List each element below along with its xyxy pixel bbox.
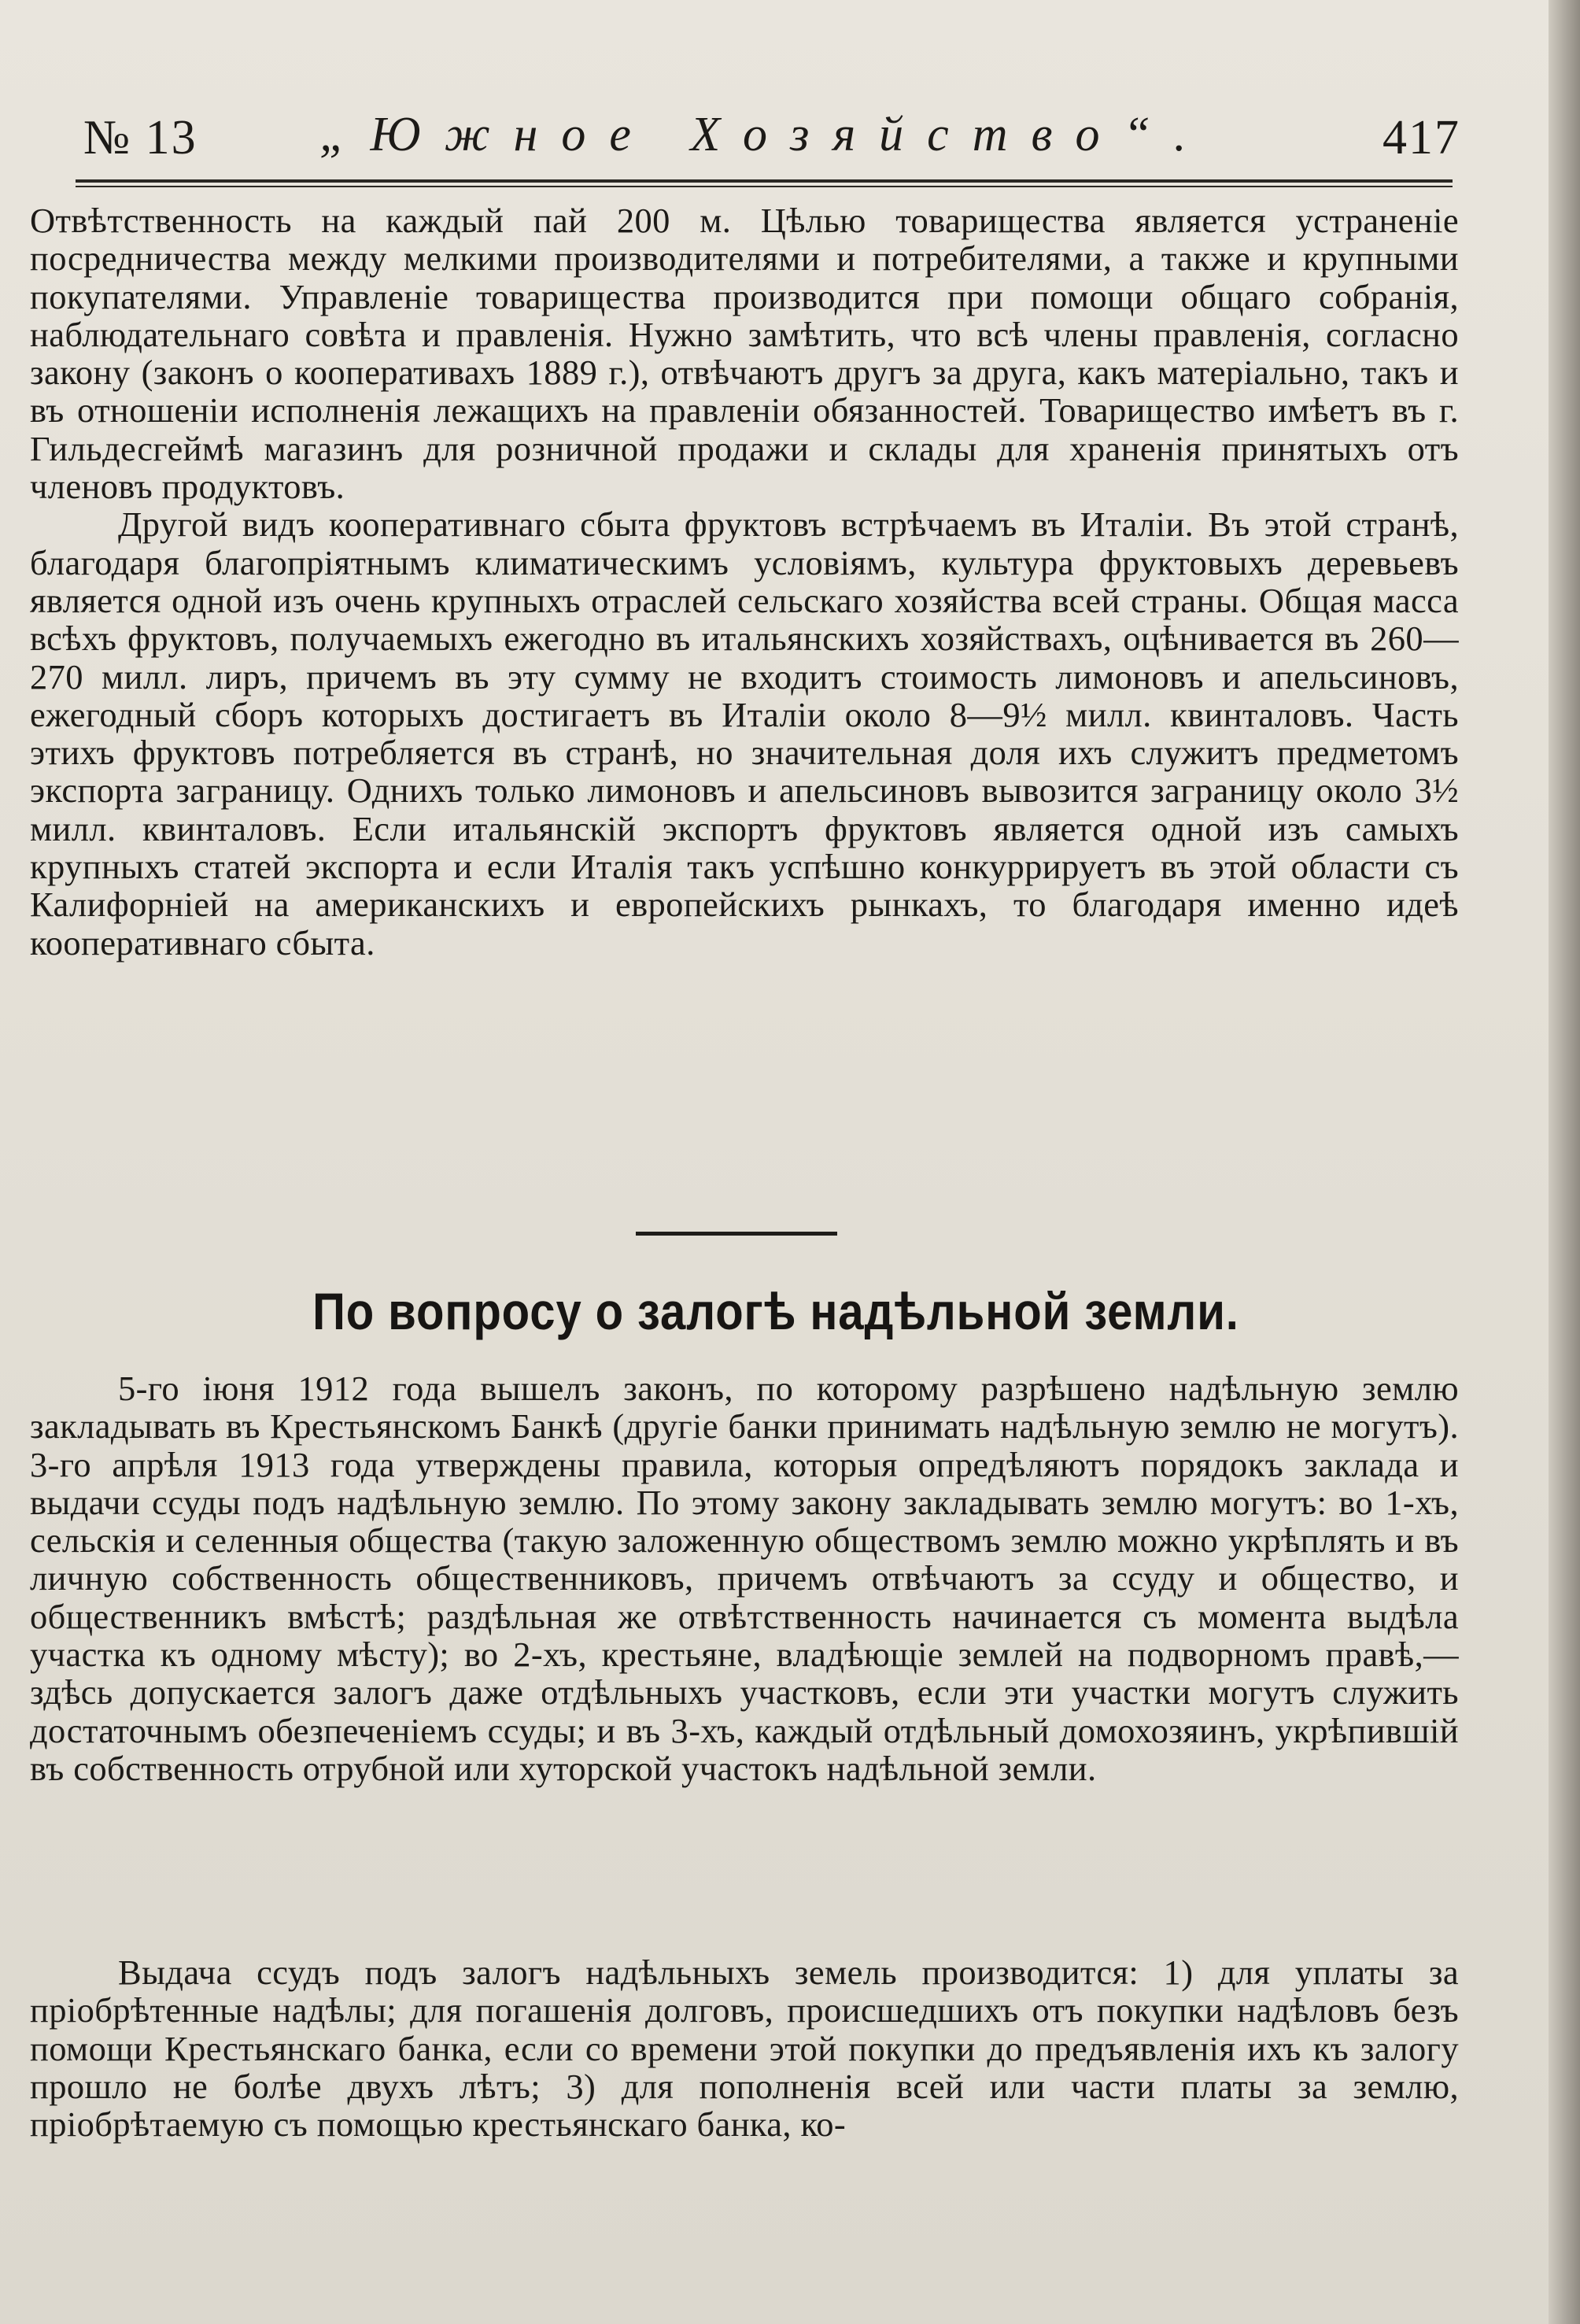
article1-paragraph-2: Другой видъ кооперативнаго сбыта фруктовъ встрѣчаемъ въ Италіи. Въ этой странѣ, благодаря благопріятнымъ климатическимъ условіямъ, культура фруктовыхъ деревьевъ является одной изъ очень крупныхъ отраслей сельскаго хозяйства всей страны. Общая масса всѣхъ фруктовъ, получаемыхъ ежегодно въ итальянскихъ хозяйствахъ, оцѣнивается въ 260—270 милл. лиръ, причемъ въ эту сумму не входитъ стоимость лимоновъ и апельсиновъ, ежегодный сборъ которыхъ достигаетъ въ Италіи около 8—9½ милл. квинталовъ. Часть этихъ фруктовъ потребляется въ странѣ, но значительная доля ихъ служитъ предметомъ экспорта заграницу. Однихъ только лимоновъ и апельсиновъ вывозится заграницу около 3½ милл. квинталовъ. Если итальянскій экспортъ фруктовъ является одной изъ самыхъ крупныхъ статей экспорта и если Италія такъ успѣшно конкуррируетъ въ этой области съ Калифорніей на американскихъ и европейскихъ рынкахъ, то благодаря именно идеѣ кооперативнаго сбыта. — [30, 504, 1459, 962]
article1-body — [30, 201, 1459, 962]
header-rule-thick — [76, 179, 1453, 183]
page-number: 417 — [1382, 111, 1460, 164]
article2-title: По вопросу о залогѣ надѣльной земли. — [312, 1282, 1239, 1340]
binding-gutter — [1549, 0, 1580, 2324]
article2-body — [30, 1369, 1459, 1787]
header-rule-thin — [76, 186, 1453, 187]
article2-paragraph-2: Выдача ссудъ подъ залогъ надѣльныхъ земель производится: 1) для уплаты за пріобрѣтенные надѣлы; для погашенія долговъ, происшедшихъ отъ покупки надѣловъ безъ помощи Крестьянскаго банка, если со времени этой покупки до предъявленія ихъ къ залогу прошло не болѣе двухъ лѣтъ; 3) для пополненія всей или части платы за землю, пріобрѣтаемую съ помощью крестьянскаго банка, ко- — [30, 1953, 1459, 2145]
issue-number: № 13 — [83, 111, 198, 164]
article1-paragraph-1: Отвѣтственность на каждый пай 200 м. Цѣлью товарищества является устраненіе посредничества между мелкими производителями и потребителями, а также и крупными покупателями. Управленіе товарищества производится при помощи общаго собранія, наблюдательнаго совѣта и правленія. Нужно замѣтить, что всѣ члены правленія, согласно закону (законъ о кооперативахъ 1889 г.), отвѣчаютъ другъ за друга, какъ матеріально, такъ и въ отношеніи исполненія лежащихъ на правленіи обязанностей. Товарищество имѣетъ въ г. Гильдесгеймѣ магазинъ для розничной продажи и склады для храненія принятыхъ отъ членовъ продуктовъ. — [30, 201, 1459, 507]
article2-paragraph-1: 5-го іюня 1912 года вышелъ законъ, по которому разрѣшено надѣльную землю закладывать въ Крестьянскомъ Банкѣ (другіе банки принимать надѣльную землю не могутъ). 3-го апрѣля 1913 года утверждены правила, которыя опредѣляютъ порядокъ заклада и выдачи ссуды подъ надѣльную землю. По этому закону закладывать землю могутъ: во 1-хъ, сельскія и селенныя общества (такую заложенную обществомъ землю можно укрѣплять и въ личную собственность общественниковъ, причемъ отвѣчаютъ за ссуду и общество, и общественникъ вмѣстѣ; раздѣльная же отвѣтственность начинается съ момента выдѣла участка къ одному мѣсту); во 2-хъ, крестьяне, владѣющіе землей на подворномъ правѣ,—здѣсь допускается залогъ даже отдѣльныхъ участковъ, если эти участки могутъ служить достаточнымъ обезпеченіемъ ссуды; и въ 3-хъ, каждый отдѣльный домохозяинъ, укрѣпившій въ собственность отрубной или хуторской участокъ надѣльной земли. — [30, 1369, 1459, 1788]
article2-body-continued — [30, 1953, 1459, 2143]
running-header — [76, 110, 1460, 173]
journal-title: „Южное Хозяйство“. — [319, 108, 1210, 161]
section-separator — [636, 1232, 837, 1236]
